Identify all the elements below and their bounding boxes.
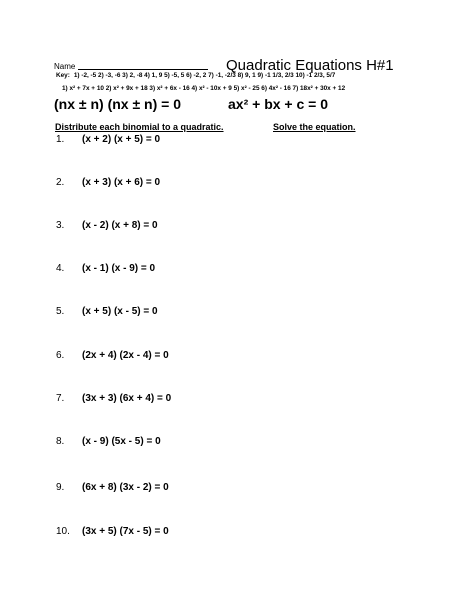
problem-equation: (2x + 4) (2x - 4) = 0 (82, 350, 169, 361)
instruction-distribute: Distribute each binomial to a quadratic. (55, 122, 224, 132)
problem-equation: (x + 2) (x + 5) = 0 (82, 134, 161, 145)
problem-item (56, 177, 160, 191)
problem-equation: (6x + 8) (3x - 2) = 0 (82, 482, 169, 493)
problem-item (56, 393, 171, 407)
problem-number: 4. (56, 263, 65, 274)
key-expanded: 1) x² + 7x + 10 2) x² + 9x + 18 3) x² + 6x - 16 4) x² - 10x + 9 5) x² - 25 6) 4x² - 16 7) 18x² + 30x + 12 (62, 85, 346, 92)
standard-form: ax² + bx + c = 0 (228, 96, 329, 112)
problem-number: 7. (56, 393, 65, 404)
problem-item (56, 134, 160, 148)
binomial-form: (nx ± n) (nx ± n) = 0 (54, 96, 181, 112)
problem-item (56, 436, 161, 450)
problem-item (56, 482, 169, 496)
equation-forms (54, 96, 434, 116)
header-row (54, 52, 434, 74)
problem-number: 3. (56, 220, 65, 231)
problem-item (56, 306, 158, 320)
problem-equation: (x + 3) (x + 6) = 0 (82, 177, 161, 188)
name-label: Name (54, 62, 76, 71)
problem-equation: (x - 9) (5x - 5) = 0 (82, 436, 161, 447)
problem-item (56, 220, 158, 234)
key-label: Key: (56, 72, 70, 79)
answer-key-line-2 (62, 85, 345, 92)
name-blank-line (78, 69, 208, 70)
problem-number: 8. (56, 436, 65, 447)
problem-number: 6. (56, 350, 65, 361)
instruction-solve: Solve the equation. (273, 122, 356, 132)
problem-item (56, 526, 169, 540)
worksheet-title: Quadratic Equations H#1 (226, 57, 394, 74)
problem-item (56, 350, 169, 364)
problem-number: 10. (56, 526, 70, 537)
problem-equation: (3x + 5) (7x - 5) = 0 (82, 526, 169, 537)
problem-item (56, 263, 155, 277)
problem-equation: (x + 5) (x - 5) = 0 (82, 306, 158, 317)
problem-equation: (3x + 3) (6x + 4) = 0 (82, 393, 172, 404)
problem-number: 1. (56, 134, 65, 145)
problem-number: 5. (56, 306, 65, 317)
problem-equation: (x - 1) (x - 9) = 0 (82, 263, 156, 274)
answer-key-line-1 (56, 73, 416, 79)
key-answers: 1) -2, -5 2) -3, -6 3) 2, -8 4) 1, 9 5) -5, 5 6) -2, 2 7) -1, -2/3 8) 9, 1 9) -1 1/3, 2/3 10) -1 2/3, 5/7 (73, 72, 336, 79)
problem-equation: (x - 2) (x + 8) = 0 (82, 220, 158, 231)
problem-number: 2. (56, 177, 65, 188)
problem-number: 9. (56, 482, 65, 493)
